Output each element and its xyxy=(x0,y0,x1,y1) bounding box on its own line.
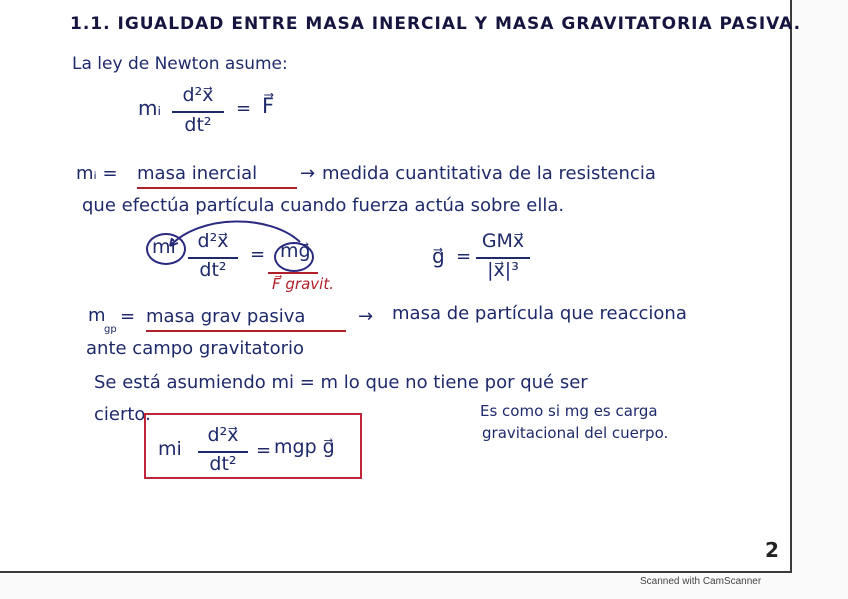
eq2-rhs: mg⃗ xyxy=(280,240,311,262)
eq4-rhs: mgp g⃗ xyxy=(274,436,335,458)
eq1-fraction-bar xyxy=(172,111,224,113)
def-mgp-symbol: m xyxy=(88,305,106,326)
eq1-equals: = xyxy=(236,98,252,119)
eq2-annotation: F⃗ gravit. xyxy=(272,275,334,293)
assumption-line2: cierto. xyxy=(94,404,151,425)
eq2-mi: mi xyxy=(152,236,176,258)
eq4-numerator: d²x⃗ xyxy=(207,424,239,446)
section-title: 1.1. IGUALDAD ENTRE MASA INERCIAL Y MASA GRAVITATORIA PASIVA. xyxy=(70,14,802,34)
eq1-lhs: mᵢ xyxy=(138,96,162,120)
eq4-denominator: dt² xyxy=(209,453,237,475)
eq3-numerator: GMx⃗ xyxy=(481,230,525,252)
eq3-equals: = xyxy=(456,246,472,267)
scan-margin-right xyxy=(792,0,848,599)
def-mi-symbol: mᵢ = xyxy=(76,163,118,184)
def-mi-term: masa inercial xyxy=(137,163,258,184)
def-mi-line1: medida cuantitativa de la resistencia xyxy=(322,163,656,184)
page-number: 2 xyxy=(765,538,779,562)
def-mi-arrow: → xyxy=(300,163,316,184)
page-edge-right xyxy=(790,0,792,572)
assumption-line1: Se está asumiendo mi = m lo que no tiene por qué ser xyxy=(94,372,588,393)
eq2-brace xyxy=(268,272,318,274)
def-mgp-equals: = xyxy=(120,306,136,327)
eq1-denominator: dt² xyxy=(184,114,212,136)
eq3-lhs: g⃗ xyxy=(432,244,445,268)
def-mgp-line2: ante campo gravitatorio xyxy=(86,338,304,359)
eq3-denominator: |x⃗|³ xyxy=(487,259,519,281)
def-mi-line2: que efectúa partícula cuando fuerza actúa sobre ella. xyxy=(82,195,565,216)
eq2-equals: = xyxy=(250,244,266,265)
intro-text: La ley de Newton asume: xyxy=(72,54,288,74)
eq2-denominator: dt² xyxy=(199,259,227,281)
note-line1: Es como si mg es carga xyxy=(480,402,658,420)
scanner-watermark: Scanned with CamScanner xyxy=(640,576,762,587)
def-mi-term-underline xyxy=(137,187,297,189)
def-mgp-term: masa grav pasiva xyxy=(146,306,306,327)
note-line2: gravitacional del cuerpo. xyxy=(482,424,669,442)
eq1-rhs: F⃗ xyxy=(262,94,275,118)
def-mgp-arrow: → xyxy=(358,306,374,327)
eq4-equals: = xyxy=(256,440,272,461)
page-edge-bottom xyxy=(0,571,792,573)
def-mgp-subscript: gp xyxy=(104,324,117,335)
eq2-numerator: d²x⃗ xyxy=(197,230,229,252)
eq4-mi: mi xyxy=(158,438,182,460)
def-mgp-line1: masa de partícula que reacciona xyxy=(392,303,687,324)
eq1-numerator: d²x⃗ xyxy=(182,84,214,106)
def-mgp-term-underline xyxy=(146,330,346,332)
